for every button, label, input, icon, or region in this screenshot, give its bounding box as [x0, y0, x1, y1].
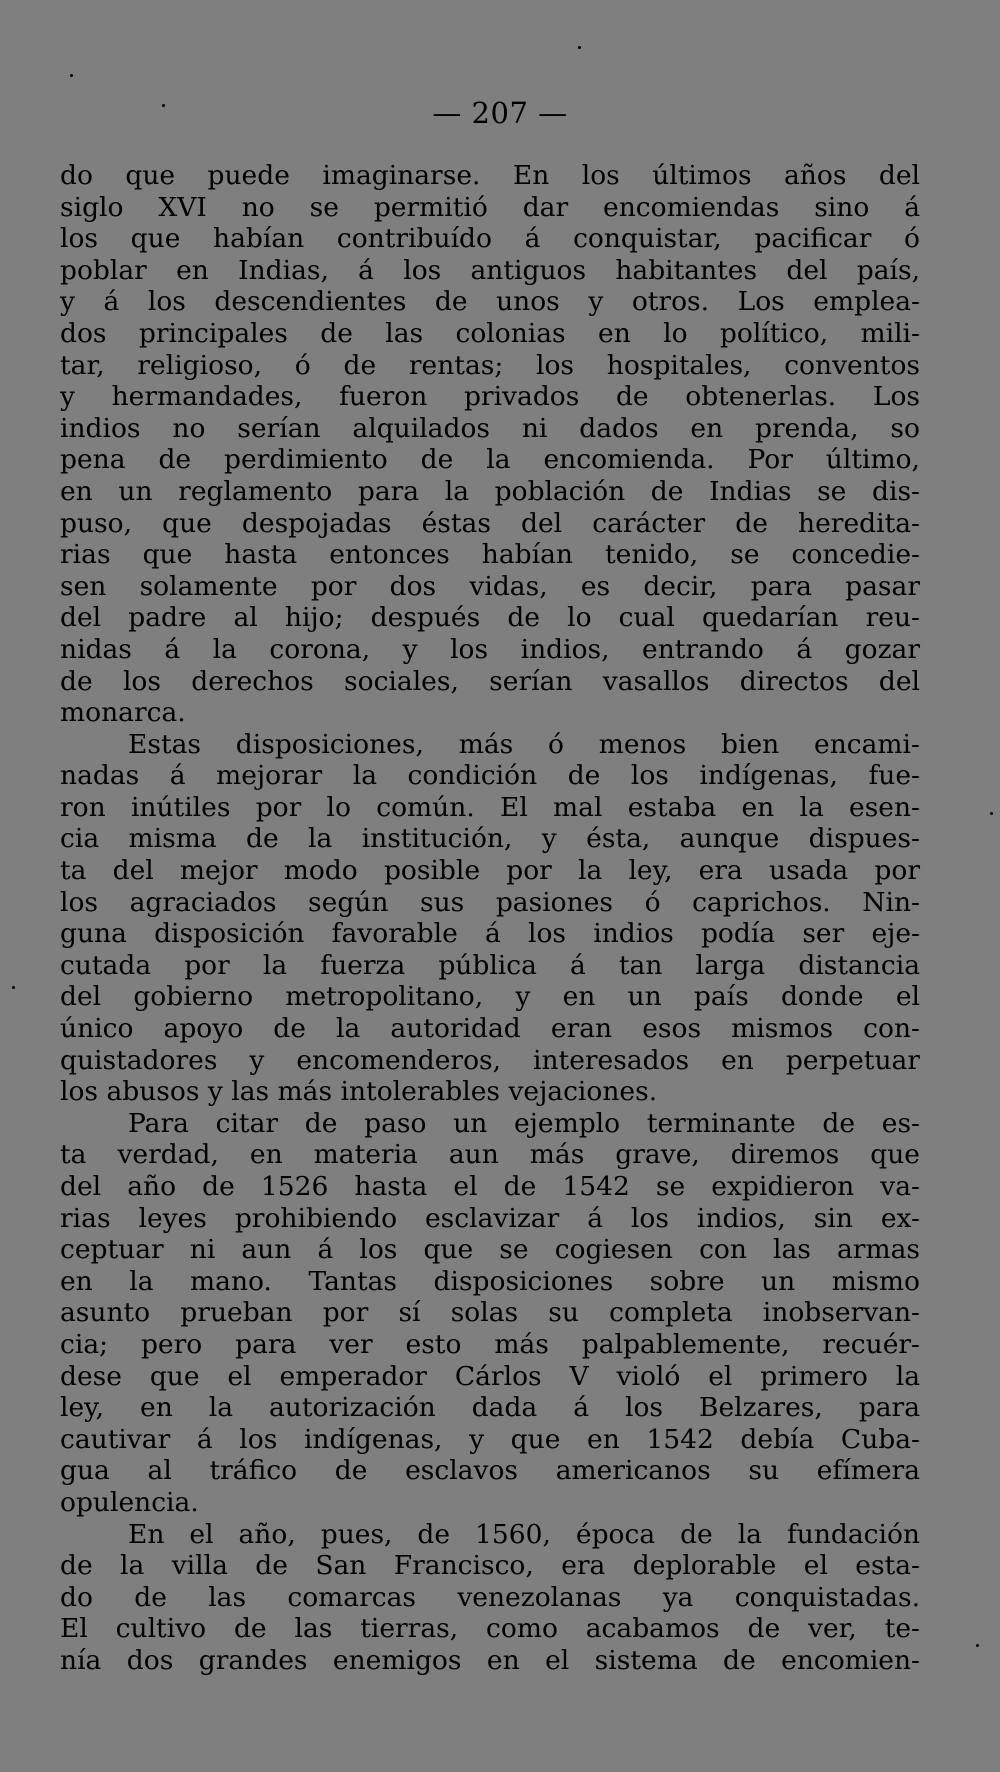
text-line: los que habían contribuído á conquistar, pacificar ó	[60, 223, 920, 255]
text-line: Para citar de paso un ejemplo terminante de es-	[128, 1107, 920, 1139]
text-line: siglo XVI no se permitió dar encomiendas sino á	[60, 191, 920, 223]
print-speck	[976, 1644, 979, 1647]
text-line: cia misma de la institución, y ésta, aunque dispues-	[60, 823, 920, 855]
text-line: gua al tráfico de esclavos americanos su efímera	[60, 1455, 920, 1487]
text-line: cutada por la fuerza pública á tan larga distancia	[60, 949, 920, 981]
body-text	[60, 160, 920, 1677]
text-line: ceptuar ni aun á los que se cogiesen con las armas	[60, 1234, 920, 1266]
text-line: cautivar á los indígenas, y que en 1542 debía Cuba-	[60, 1423, 920, 1455]
text-line: indios no serían alquilados ni dados en prenda, so	[60, 412, 920, 444]
text-line: guna disposición favorable á los indios podía ser eje-	[60, 918, 920, 950]
text-line: de la villa de San Francisco, era deplorable el esta-	[60, 1550, 920, 1582]
text-line: del padre al hijo; después de lo cual quedarían reu-	[60, 602, 920, 634]
text-line: cia; pero para ver esto más palpablemente, recuér-	[60, 1328, 920, 1360]
text-line: En el año, pues, de 1560, época de la fundación	[128, 1518, 920, 1550]
text-line: de los derechos sociales, serían vasallos directos del	[60, 665, 920, 697]
text-line: nía dos grandes enemigos en el sistema de encomien-	[60, 1644, 920, 1676]
page-number: — 207 —	[432, 96, 568, 130]
text-line: Estas disposiciones, más ó menos bien encami-	[128, 728, 920, 760]
text-line: ron inútiles por lo común. El mal estaba en la esen-	[60, 791, 920, 823]
text-line: del año de 1526 hasta el de 1542 se expidieron va-	[60, 1171, 920, 1202]
print-speck	[162, 104, 165, 107]
text-line: tar, religioso, ó de rentas; los hospitales, conventos	[60, 349, 920, 381]
text-line: asunto prueban por sí solas su completa inobservan-	[60, 1297, 920, 1329]
text-line: nadas á mejorar la condición de los indígenas, fue-	[60, 760, 920, 792]
text-line: rias leyes prohibiendo esclavizar á los indios, sin ex-	[60, 1202, 920, 1234]
text-line: único apoyo de la autoridad eran esos mismos con-	[60, 1013, 920, 1045]
text-line: monarca.	[60, 697, 186, 729]
text-line: ta del mejor modo posible por la ley, era usada por	[60, 855, 920, 887]
text-line: nidas á la corona, y los indios, entrando á gozar	[60, 633, 920, 665]
text-line: ley, en la autorización dada á los Belzares, para	[60, 1392, 920, 1424]
print-speck	[70, 74, 73, 77]
print-speck	[578, 46, 581, 49]
text-line: El cultivo de las tierras, como acabamos de ver, te-	[60, 1613, 920, 1645]
print-speck	[990, 812, 993, 815]
text-line: los agraciados según sus pasiones ó caprichos. Nin-	[60, 886, 920, 918]
text-line: sen solamente por dos vidas, es decir, para pasar	[60, 570, 920, 602]
text-line: puso, que despojadas éstas del carácter de heredita-	[60, 507, 920, 539]
text-line: en la mano. Tantas disposiciones sobre un mismo	[60, 1265, 920, 1297]
text-line: do de las comarcas venezolanas ya conquistadas.	[60, 1581, 920, 1613]
text-line: y hermandades, fueron privados de obtenerlas. Los	[60, 381, 920, 413]
text-line: del gobierno metropolitano, y en un país donde el	[60, 981, 920, 1013]
text-line: do que puede imaginarse. En los últimos años del	[60, 160, 920, 191]
text-line: dese que el emperador Cárlos V violó el primero la	[60, 1360, 920, 1392]
text-line: rias que hasta entonces habían tenido, se concedie-	[60, 539, 920, 571]
text-line: ta verdad, en materia aun más grave, diremos que	[60, 1139, 920, 1171]
text-line: los abusos y las más intolerables vejaciones.	[60, 1076, 658, 1108]
text-line: dos principales de las colonias en lo político, mili-	[60, 317, 920, 349]
text-line: y á los descendientes de unos y otros. Los emplea-	[60, 286, 920, 318]
text-line: opulencia.	[60, 1486, 199, 1518]
print-speck	[12, 986, 15, 989]
text-line: en un reglamento para la población de Indias se dis-	[60, 475, 920, 507]
text-line: quistadores y encomenderos, interesados en perpetuar	[60, 1044, 920, 1076]
text-line: poblar en Indias, á los antiguos habitantes del país,	[60, 254, 920, 286]
text-line: pena de perdimiento de la encomienda. Por último,	[60, 444, 920, 476]
